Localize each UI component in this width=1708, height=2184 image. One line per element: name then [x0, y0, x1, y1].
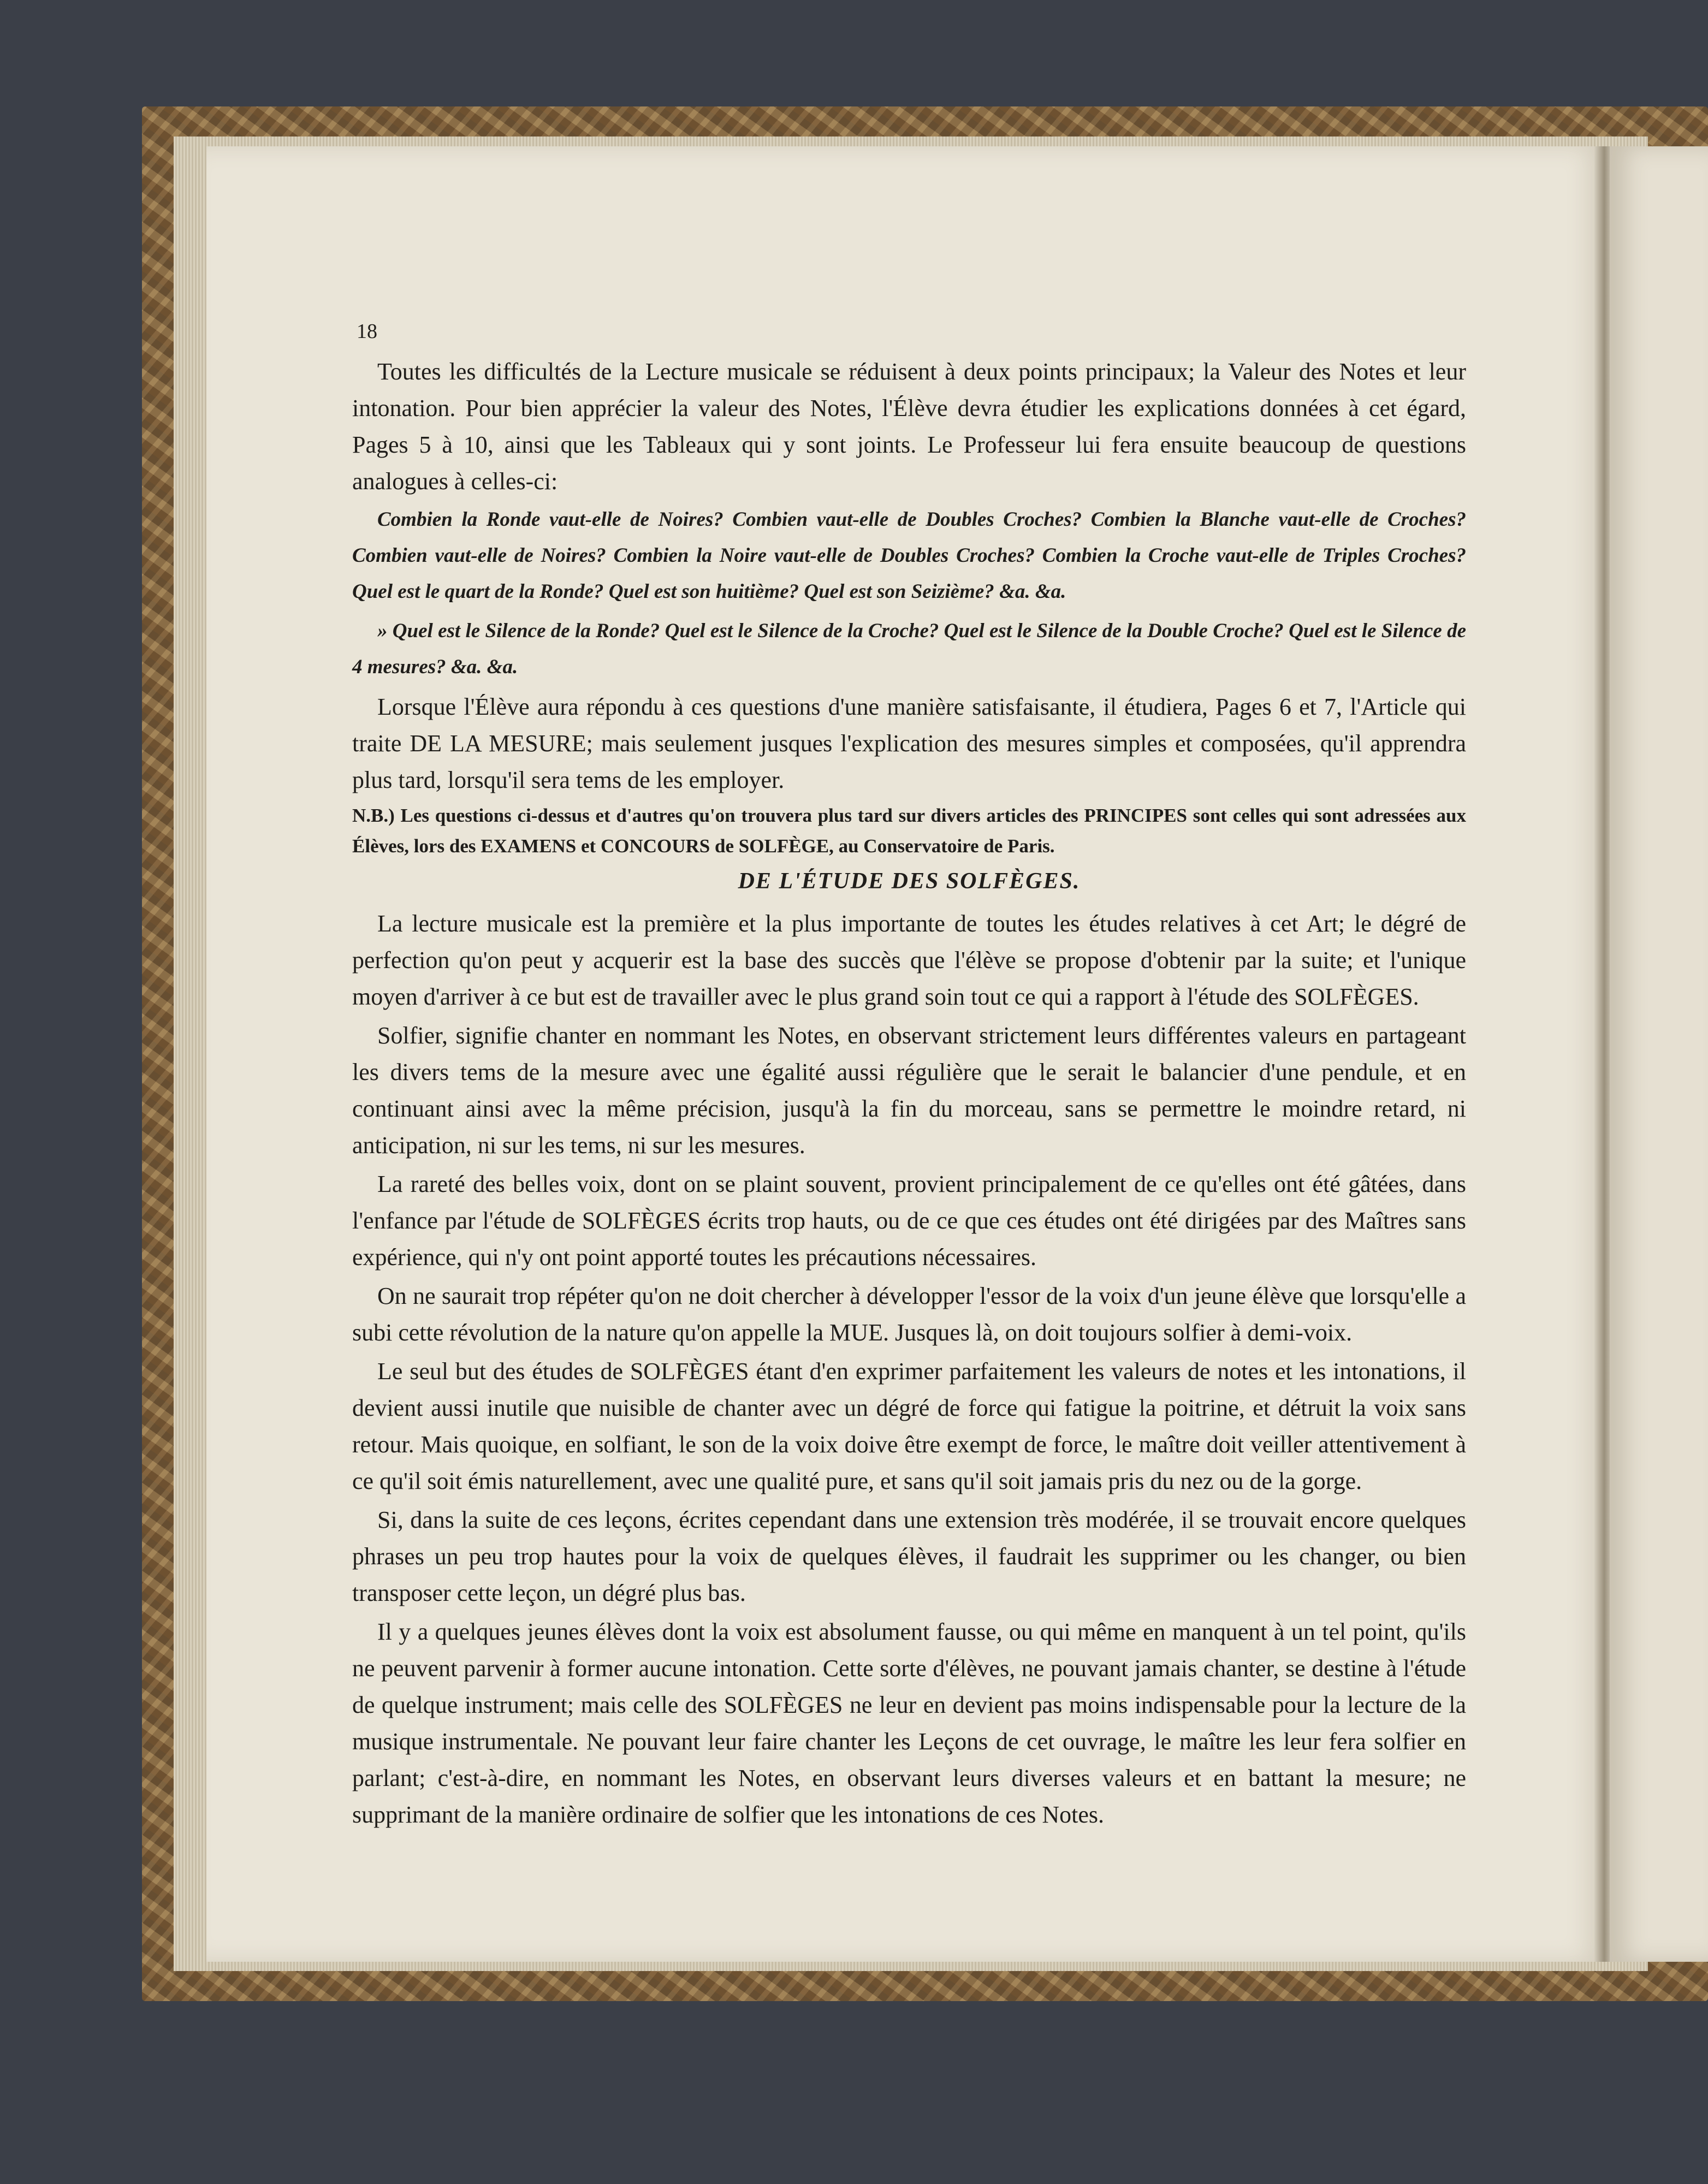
page-text	[352, 319, 1466, 1835]
paragraph-lecture: La lecture musicale est la première et la plus importante de toutes les études relatives à cet Art; le dégré de perfection qu'on peut y acquerir est la base des succès que l'élève se propose d'obtenir par la suite; et l'unique moyen d'arriver à ce but est de travailler avec le plus grand soin tout ce qui a rapport à l'étude des SOLFÈGES.	[352, 910, 1466, 1010]
footnote: N.B.) Les questions ci-dessus et d'autres qu'on trouvera plus tard sur divers articles des PRINCIPES sont celles qui sont adressées aux Élèves, lors des EXAMENS et CONCOURS de SOLFÈGE, au Conservatoire de Paris.	[352, 805, 1466, 857]
facing-page-edge	[1610, 146, 1708, 1962]
questions-values: Combien la Ronde vaut-elle de Noires? Combien vaut-elle de Doubles Croches? Combien la Blanche vaut-elle de Croches? Combien vaut-elle de Noires? Combien la Noire vaut-elle de Doubles Croches? Combien la Croche vaut-elle de Triples Croches? Quel est le quart de la Ronde? Quel est son huitième? Quel est son Seizième? &a. &a.	[352, 508, 1466, 603]
paragraph-voix-fausse: Il y a quelques jeunes élèves dont la voix est absolument fausse, ou qui même en manquent à un tel point, qu'ils ne peuvent parvenir à former aucune intonation. Cette sorte d'élèves, ne pouvant jamais chanter, se destine à l'étude de quelque instrument; mais celle des SOLFÈGES ne leur en devient pas moins indispensable pour la lecture de la musique instrumentale. Ne pouvant leur faire chanter les Leçons de cet ouvrage, le maître les leur fera solfier en parlant; c'est-à-dire, en nommant les Notes, en observant leurs diverses valeurs et en battant la mesure; ne supprimant de la manière ordinaire de solfier que les intonations de ces Notes.	[352, 1618, 1466, 1828]
paragraph-intro: Toutes les difficultés de la Lecture musicale se réduisent à deux points principaux; la Valeur des Notes et leur intonation. Pour bien apprécier la valeur des Notes, l'Élève devra étudier les explications données à cet égard, Pages 5 à 10, ainsi que les Tableaux qui y sont joints. Le Professeur lui fera ensuite beaucoup de questions analogues à celles-ci:	[352, 358, 1466, 495]
paragraph-mesure: Lorsque l'Élève aura répondu à ces questions d'une manière satisfaisante, il étudiera, Pages 6 et 7, l'Article qui traite DE LA MESURE; mais seulement jusques l'explication des mesures simples et composées, qu'il apprendra plus tard, lorsqu'il sera tems de les employer.	[352, 693, 1466, 793]
paragraph-rarete: La rareté des belles voix, dont on se plaint souvent, provient principalement de ce qu'elles ont été gâtées, dans l'enfance par l'étude de SOLFÈGES écrits trop hauts, ou de ce que ces études ont été dirigées par des Maîtres sans expérience, qui n'y ont point apporté toutes les précautions nécessaires.	[352, 1171, 1466, 1271]
paragraph-solfier: Solfier, signifie chanter en nommant les Notes, en observant strictement leurs différentes valeurs en partageant les divers tems de la mesure avec une égalité aussi régulière que le serait le balancier d'une pendule, et en continuant ainsi avec la même précision, jusqu'à la fin du morceau, sans se permettre le moindre retard, ni anticipation, ni sur les tems, ni sur les mesures.	[352, 1022, 1466, 1159]
page-number: 18	[357, 320, 377, 343]
paragraph-seul-but: Le seul but des études de SOLFÈGES étant d'en exprimer parfaitement les valeurs de notes et les intonations, il devient aussi inutile que nuisible de chanter avec un dégré de force qui fatigue la poitrine, et détruit la voix sans retour. Mais quoique, en solfiant, le son de la voix doive être exempt de force, le maître doit veiller attentivement à ce qu'il soit émis naturellement, avec une qualité pure, et sans qu'il soit jamais pris du nez ou de la gorge.	[352, 1358, 1466, 1494]
section-heading: DE L'ÉTUDE DES SOLFÈGES.	[738, 869, 1081, 894]
paragraph-suite-lecons: Si, dans la suite de ces leçons, écrites cependant dans une extension très modérée, il se trouvait encore quelques phrases un peu trop hautes pour la voix de quelques élèves, il faudrait les supprimer ou les changer, ou bien transposer cette leçon, un dégré plus bas.	[352, 1506, 1466, 1606]
questions-silences: » Quel est le Silence de la Ronde? Quel est le Silence de la Croche? Quel est le Silence de la Double Croche? Quel est le Silence de 4 mesures? &a. &a.	[352, 620, 1466, 678]
paragraph-mue: On ne saurait trop répéter qu'on ne doit chercher à développer l'essor de la voix d'un jeune élève que lorsqu'elle a subi cette révolution de la nature qu'on appelle la MUE. Jusques là, on doit toujours solfier à demi-voix.	[352, 1283, 1466, 1346]
